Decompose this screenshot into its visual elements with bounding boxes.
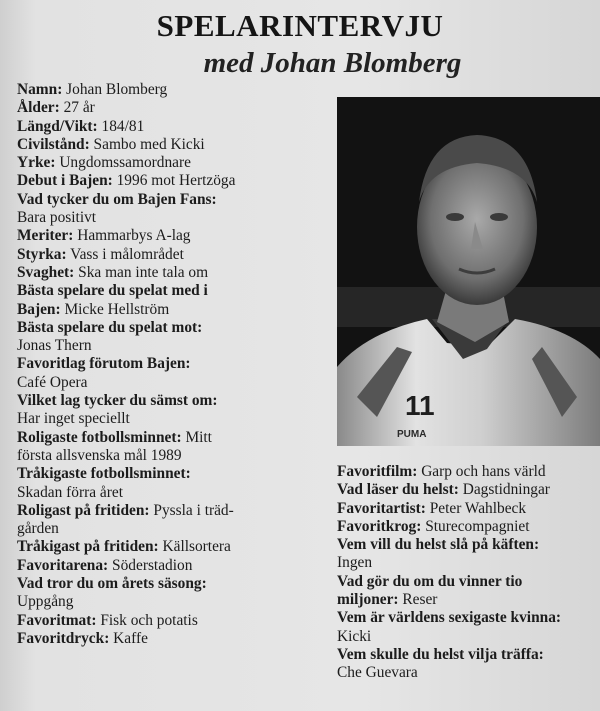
answer-text: Bara positivt xyxy=(17,209,97,227)
question-label: Svaghet: xyxy=(17,263,75,281)
interview-line xyxy=(17,410,335,428)
interview-line xyxy=(17,502,335,520)
answer-text: Uppgång xyxy=(17,593,74,611)
interview-line xyxy=(17,264,335,282)
interview-right-column xyxy=(337,463,600,683)
answer-text: Söderstadion xyxy=(108,556,193,574)
interview-line xyxy=(337,591,600,609)
answer-text: 27 år xyxy=(59,99,95,117)
question-label: Vad tycker du om Bajen Fans: xyxy=(17,190,217,208)
interview-line xyxy=(17,612,335,630)
interview-line xyxy=(17,447,335,465)
answer-text: Källsortera xyxy=(158,538,231,556)
interview-line xyxy=(17,209,335,227)
question-label: Yrke: xyxy=(17,154,56,172)
question-label: Ålder: xyxy=(17,99,60,117)
question-label: Vilket lag tycker du sämst om: xyxy=(17,392,218,410)
interview-line xyxy=(17,429,335,447)
interview-line xyxy=(17,337,335,355)
answer-text: Hammarbys A-lag xyxy=(73,227,191,245)
interview-line xyxy=(337,500,600,518)
interview-line xyxy=(17,374,335,392)
question-label: Favoritlag förutom Bajen: xyxy=(17,355,191,373)
question-label: Favoritkrog: xyxy=(337,517,422,535)
interview-line xyxy=(17,246,335,264)
question-label: Debut i Bajen: xyxy=(17,172,113,190)
interview-line xyxy=(337,481,600,499)
question-label: Namn: xyxy=(17,81,63,98)
player-photo xyxy=(337,97,600,446)
interview-line xyxy=(17,191,335,209)
question-label: Roligaste fotbollsminnet: xyxy=(17,428,182,446)
question-label: Bästa spelare du spelat mot: xyxy=(17,318,203,336)
question-label: Vad gör du om du vinner tio xyxy=(337,572,523,590)
interview-line xyxy=(17,301,335,319)
interview-line xyxy=(17,593,335,611)
interview-line xyxy=(17,538,335,556)
interview-line xyxy=(337,536,600,554)
interview-line xyxy=(337,609,600,627)
question-label: Styrka: xyxy=(17,245,67,263)
answer-text: Ingen xyxy=(337,554,373,572)
answer-text: Mitt xyxy=(181,428,212,446)
answer-text: 1996 mot Hertzöga xyxy=(112,172,236,190)
answer-text: Har inget speciellt xyxy=(17,410,130,428)
interview-line xyxy=(337,554,600,572)
interview-line xyxy=(337,646,600,664)
interview-line xyxy=(17,227,335,245)
answer-text: 184/81 xyxy=(97,117,145,135)
question-label: Vad tror du om årets säsong: xyxy=(17,575,207,593)
interview-line xyxy=(337,664,600,682)
question-label: miljoner: xyxy=(337,591,399,609)
answer-text: Ska man inte tala om xyxy=(74,263,209,281)
interview-line xyxy=(17,575,335,593)
interview-line xyxy=(17,154,335,172)
question-label: Vem är världens sexigaste kvinna: xyxy=(337,609,562,627)
interview-line xyxy=(337,573,600,591)
interview-line xyxy=(17,136,335,154)
jersey-number: 11 xyxy=(405,390,435,421)
answer-text: Sambo med Kicki xyxy=(89,135,205,153)
interview-line xyxy=(17,355,335,373)
answer-text: första allsvenska mål 1989 xyxy=(17,446,182,464)
interview-line xyxy=(337,463,600,481)
answer-text: Skadan förra året xyxy=(17,483,123,501)
question-label: Bajen: xyxy=(17,300,61,318)
interview-line xyxy=(17,172,335,190)
answer-text: Pyssla i träd- xyxy=(149,501,234,519)
interview-line xyxy=(337,628,600,646)
question-label: Roligast på fritiden: xyxy=(17,501,150,519)
answer-text: Che Guevara xyxy=(337,664,418,682)
question-label: Bästa spelare du spelat med i xyxy=(17,282,208,300)
interview-line xyxy=(17,520,335,538)
sponsor-logo-text: PUMA xyxy=(397,429,427,440)
page-subtitle: med Johan Blomberg xyxy=(203,47,462,79)
interview-line xyxy=(17,319,335,337)
answer-text: Jonas Thern xyxy=(17,337,92,355)
question-label: Tråkigaste fotbollsminnet: xyxy=(17,465,191,483)
interview-line xyxy=(337,518,600,536)
interview-line xyxy=(17,392,335,410)
answer-text: Reser xyxy=(398,591,438,609)
interview-line xyxy=(17,99,335,117)
answer-text: Peter Wahlbeck xyxy=(425,499,527,517)
question-label: Favoritartist: xyxy=(337,499,426,517)
interview-line xyxy=(17,81,335,99)
answer-text: Garp och hans värld xyxy=(417,463,546,480)
question-label: Vem skulle du helst vilja träffa: xyxy=(337,645,544,663)
page-title: SPELARINTERVJU xyxy=(156,8,444,43)
answer-text: gården xyxy=(17,520,59,538)
answer-text: Kaffe xyxy=(109,629,148,647)
interview-left-column xyxy=(17,81,335,648)
question-label: Favoritarena: xyxy=(17,556,109,574)
interview-line xyxy=(17,282,335,300)
question-label: Meriter: xyxy=(17,227,74,245)
interview-line xyxy=(17,465,335,483)
interview-line xyxy=(17,630,335,648)
interview-line xyxy=(17,557,335,575)
interview-line xyxy=(17,118,335,136)
player-portrait-illustration xyxy=(337,97,600,446)
question-label: Civilstånd: xyxy=(17,135,90,153)
question-label: Längd/Vikt: xyxy=(17,117,98,135)
answer-text: Dagstidningar xyxy=(458,481,550,499)
interview-line xyxy=(17,484,335,502)
question-label: Favoritfilm: xyxy=(337,463,418,480)
answer-text: Café Opera xyxy=(17,373,88,391)
question-label: Tråkigast på fritiden: xyxy=(17,538,159,556)
question-label: Favoritdryck: xyxy=(17,629,110,647)
answer-text: Micke Hellström xyxy=(60,300,170,318)
answer-text: Johan Blomberg xyxy=(62,81,168,98)
question-label: Favoritmat: xyxy=(17,611,97,629)
answer-text: Fisk och potatis xyxy=(96,611,198,629)
answer-text: Vass i målområdet xyxy=(66,245,184,263)
answer-text: Kicki xyxy=(337,627,372,645)
question-label: Vad läser du helst: xyxy=(337,481,459,499)
answer-text: Sturecompagniet xyxy=(421,517,530,535)
answer-text: Ungdomssamordnare xyxy=(55,154,191,172)
question-label: Vem vill du helst slå på käften: xyxy=(337,536,540,554)
